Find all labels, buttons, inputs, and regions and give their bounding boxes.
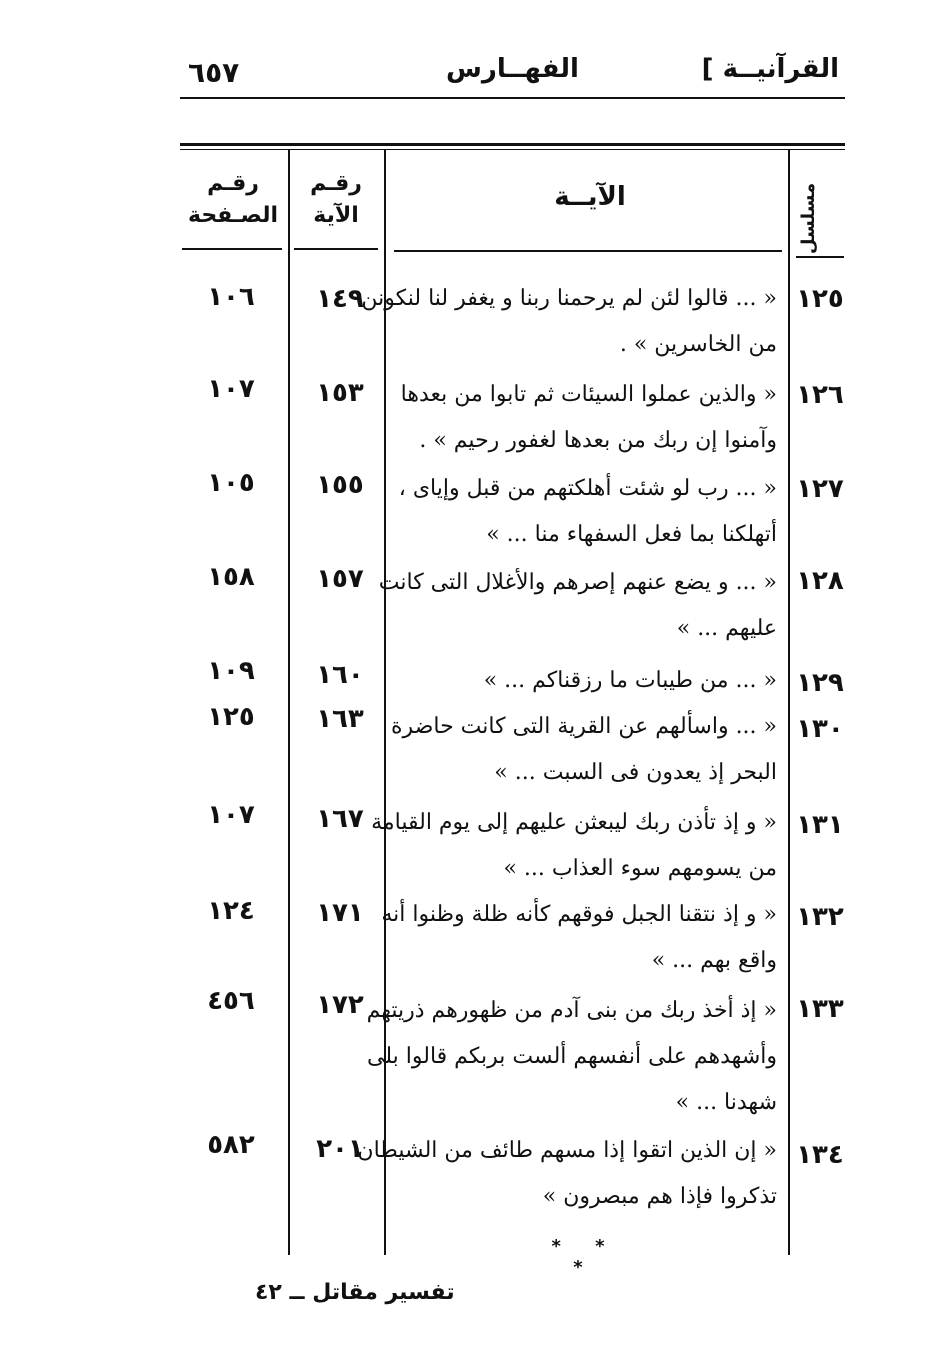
column-divider-verse — [288, 150, 290, 1255]
index-title: القرآنيــة ] — [701, 54, 839, 84]
column-divider-serial — [788, 150, 790, 1255]
row-verse-text: « ... من طيبات ما رزقناكم ... » — [483, 668, 777, 693]
row-verse-number: ١٥٥ — [316, 470, 364, 500]
row-page-number: ٥٨٢ — [207, 1130, 255, 1160]
header-underline-page — [182, 248, 282, 250]
row-verse-number: ١٥٧ — [316, 564, 364, 594]
row-verse-text: « و إذ نتقنا الجبل فوقهم كأنه ظلة وظنوا أنه واقع بهم ... » — [381, 902, 777, 973]
row-page-number: ١٠٧ — [207, 374, 255, 404]
row-verse-text: « ... و يضع عنهم إصرهم والأغلال التى كانت عليهم ... » — [378, 570, 777, 641]
table-top-rule — [180, 143, 845, 146]
row-verse-text: « ... قالوا لئن لم يرحمنا ربنا و يغفر لنا لنكونن من الخاسرين » . — [361, 286, 777, 357]
header-serial: مسلسل — [797, 182, 819, 255]
row-verse-text: « إذ أخذ ربك من بنى آدم من ظهورهم ذريتهم وأشهدهم على أنفسهم ألست بربكم قالوا بلى شهدنا ... » — [366, 998, 777, 1115]
row-page-number: ٤٥٦ — [207, 986, 255, 1016]
header-underline-text — [394, 250, 782, 252]
row-verse-number: ٢٠١ — [316, 1134, 364, 1164]
row-page-number: ١٢٥ — [207, 702, 255, 732]
header-page-number: رقـم الصـفحة — [187, 171, 279, 228]
row-verse-number: ١٥٣ — [316, 378, 364, 408]
row-verse-text: « إن الذين اتقوا إذا مسهم طائف من الشيطان تذكروا فإذا هم مبصرون » — [357, 1138, 777, 1209]
page-number: ٦٥٧ — [188, 56, 240, 89]
table-top-rule-inner — [180, 149, 845, 150]
row-verse-number: ١٦٧ — [316, 804, 364, 834]
row-page-number: ١٠٩ — [207, 656, 255, 686]
row-page-number: ١٠٧ — [207, 800, 255, 830]
row-serial: ١٢٩ — [796, 668, 844, 698]
header-underline-serial — [796, 256, 844, 258]
row-page-number: ١٠٦ — [207, 282, 255, 312]
row-verse-number: ١٦٠ — [316, 660, 364, 690]
row-serial: ١٢٧ — [796, 474, 844, 504]
row-serial: ١٢٦ — [796, 380, 844, 410]
row-serial: ١٣١ — [796, 810, 844, 840]
running-head — [180, 48, 845, 96]
row-verse-number: ١٧١ — [316, 898, 364, 928]
row-serial: ١٣٠ — [796, 714, 844, 744]
row-verse-text: « ... رب لو شئت أهلكتهم من قبل وإياى ، أتهلكنا بما فعل السفهاء منا ... » — [398, 476, 777, 547]
row-verse-text: « و إذ تأذن ربك ليبعثن عليهم إلى يوم القيامة من يسومهم سوء العذاب ... » — [371, 810, 777, 881]
row-verse-number: ١٦٣ — [316, 704, 364, 734]
row-page-number: ١٠٥ — [207, 468, 255, 498]
row-verse-text: « والذين عملوا السيئات ثم تابوا من بعدها وآمنوا إن ربك من بعدها لغفور رحيم » . — [400, 382, 777, 453]
section-title: الفهــارس — [446, 54, 579, 84]
row-serial: ١٢٨ — [796, 566, 844, 596]
row-page-number: ١٥٨ — [207, 562, 255, 592]
row-verse-number: ١٤٩ — [316, 284, 364, 314]
footer-signature: تفسير مقاتل ــ ٤٢ — [255, 1280, 455, 1305]
row-verse-number: ١٧٢ — [316, 990, 364, 1020]
row-verse-text: « ... واسألهم عن القرية التى كانت حاضرة البحر إذ يعدون فى السبت ... » — [391, 714, 777, 785]
row-serial: ١٣٣ — [796, 994, 844, 1024]
header-rule — [180, 97, 845, 99]
row-page-number: ١٢٤ — [207, 896, 255, 926]
header-verse-text: الآيــة — [554, 182, 626, 212]
header-underline-verse — [294, 248, 378, 250]
end-ornament: * * * — [551, 1236, 619, 1278]
row-serial: ١٢٥ — [796, 284, 844, 314]
row-serial: ١٣٤ — [796, 1140, 844, 1170]
header-verse-number: رقـم الآية — [310, 171, 362, 228]
row-serial: ١٣٢ — [796, 902, 844, 932]
